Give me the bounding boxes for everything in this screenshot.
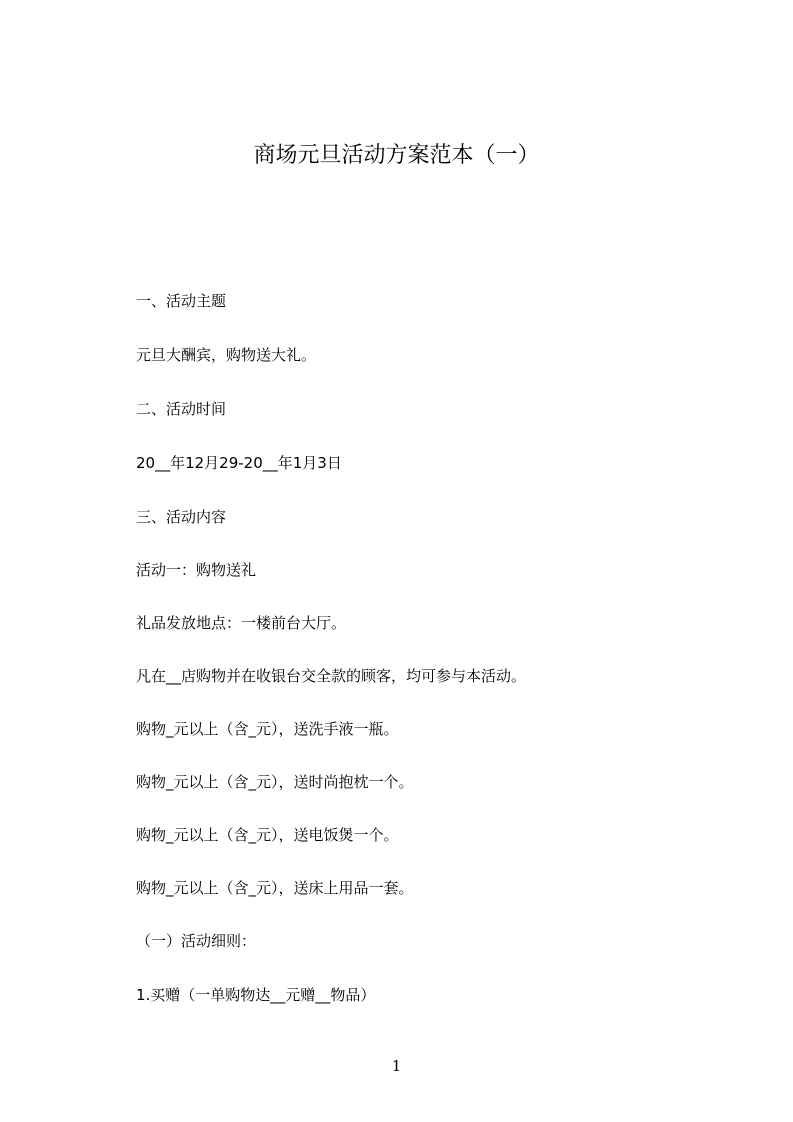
paragraph-line: 元旦大酬宾，购物送大礼。 [136, 346, 317, 364]
paragraph-line: 购物_元以上（含_元），送电饭煲一个。 [136, 826, 399, 844]
page-number: 1 [391, 1057, 402, 1075]
paragraph-line: 1.买赠（一单购物达__元赠__物品） [136, 986, 376, 1004]
section-heading-time: 二、活动时间 [136, 400, 227, 418]
section-heading-theme: 一、活动主题 [136, 292, 227, 310]
paragraph-line: 礼品发放地点：一楼前台大厅。 [136, 614, 347, 632]
paragraph-line: 20__年12月29-20__年1月3日 [136, 454, 342, 472]
paragraph-line: 活动一：购物送礼 [136, 561, 257, 579]
section-heading-content: 三、活动内容 [136, 508, 227, 526]
paragraph-line: 凡在__店购物并在收银台交全款的顾客，均可参与本活动。 [136, 667, 527, 685]
subsection-heading: （一）活动细则： [136, 932, 257, 950]
paragraph-line: 购物_元以上（含_元），送床上用品一套。 [136, 879, 414, 897]
paragraph-line: 购物_元以上（含_元），送洗手液一瓶。 [136, 720, 399, 738]
paragraph-line: 购物_元以上（含_元），送时尚抱枕一个。 [136, 773, 414, 791]
document-title: 商场元旦活动方案范本（一） [253, 143, 540, 168]
